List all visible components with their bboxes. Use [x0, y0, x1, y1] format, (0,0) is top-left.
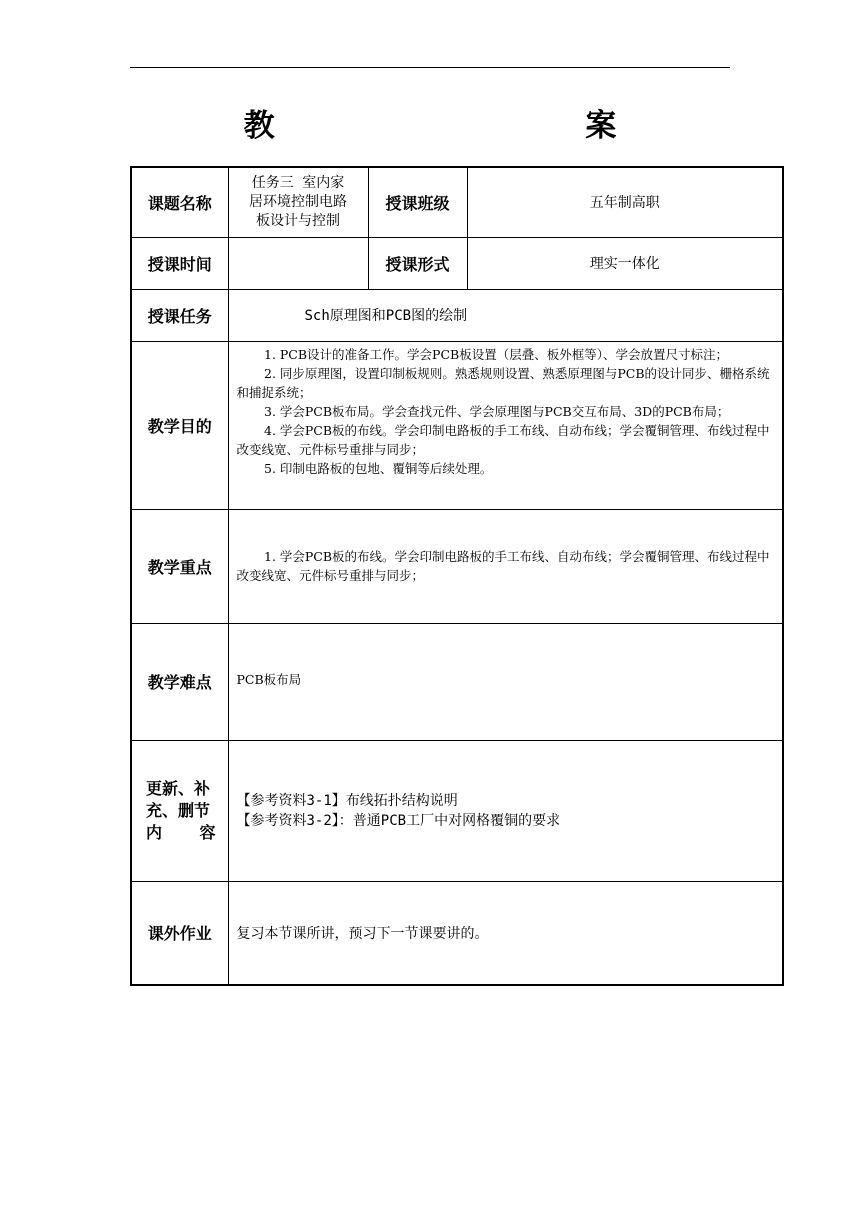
updates-label-char: 内 [146, 822, 163, 842]
topic-line: 板设计与控制 [256, 212, 340, 229]
updates-label-line: 充、删节 [146, 800, 211, 820]
form-value: 理实一体化 [467, 237, 783, 289]
objectives-list [228, 341, 783, 509]
time-label: 授课时间 [131, 237, 228, 289]
row-task [131, 289, 783, 341]
objective-item: 1. PCB设计的准备工作。学会PCB板设置（层叠、板外框等）、学会放置尺寸标注； [264, 346, 728, 362]
updates-label [131, 740, 228, 881]
row-updates [131, 740, 783, 881]
time-value [228, 237, 368, 289]
form-label: 授课形式 [368, 237, 467, 289]
row-time [131, 237, 783, 289]
updates-label-line: 更新、补 [146, 778, 211, 798]
topic-line: 任务三 室内家 [251, 174, 345, 191]
objective-item: 2. 同步原理图，设置印制板规则。熟悉规则设置、熟悉原理图与PCB的设计同步、栅格系统和捕捉系统； [236, 365, 770, 400]
focus-label: 教学重点 [131, 509, 228, 623]
class-value: 五年制高职 [467, 167, 783, 237]
reference-item: 【参考资料3-1】布线拓扑结构说明 [236, 792, 458, 809]
focus-text: 1. 学会PCB板的布线。学会印制电路板的手工布线、自动布线；学会覆铜管理、布线过程中改变线宽、元件标号重排与同步； [236, 549, 770, 583]
document-title: 教 案 [243, 108, 767, 144]
row-topic [131, 167, 783, 237]
updates-label-line [146, 822, 216, 844]
objective-item: 4. 学会PCB板的布线。学会印制电路板的手工布线、自动布线；学会覆铜管理、布线过程中改变线宽、元件标号重排与同步； [236, 422, 770, 457]
reference-item: 【参考资料3-2】：普通PCB工厂中对网格覆铜的要求 [236, 812, 561, 829]
updates-label-char: 容 [199, 822, 216, 842]
objectives-label: 教学目的 [131, 341, 228, 509]
class-label: 授课班级 [368, 167, 467, 237]
difficulty-label: 教学难点 [131, 623, 228, 740]
topic-value [228, 167, 368, 237]
row-homework [131, 881, 783, 985]
objective-item: 3. 学会PCB板布局。学会查找元件、学会原理图与PCB交互布局、3D的PCB布局； [264, 403, 730, 419]
header-rule [130, 67, 730, 68]
homework-value: 复习本节课所讲，预习下一节课要讲的。 [228, 881, 783, 985]
difficulty-value: PCB板布局 [228, 623, 783, 740]
topic-line: 居环境控制电路 [249, 193, 347, 210]
references-cell [228, 740, 783, 881]
row-difficulty [131, 623, 783, 740]
row-objectives [131, 341, 783, 509]
lesson-plan-table [130, 166, 784, 986]
row-focus [131, 509, 783, 623]
focus-cell [228, 509, 783, 623]
topic-label: 课题名称 [131, 167, 228, 237]
task-label: 授课任务 [131, 289, 228, 341]
homework-label: 课外作业 [131, 881, 228, 985]
task-value: Sch原理图和PCB图的绘制 [228, 289, 783, 341]
objective-item: 5. 印制电路板的包地、覆铜等后续处理。 [264, 460, 493, 476]
